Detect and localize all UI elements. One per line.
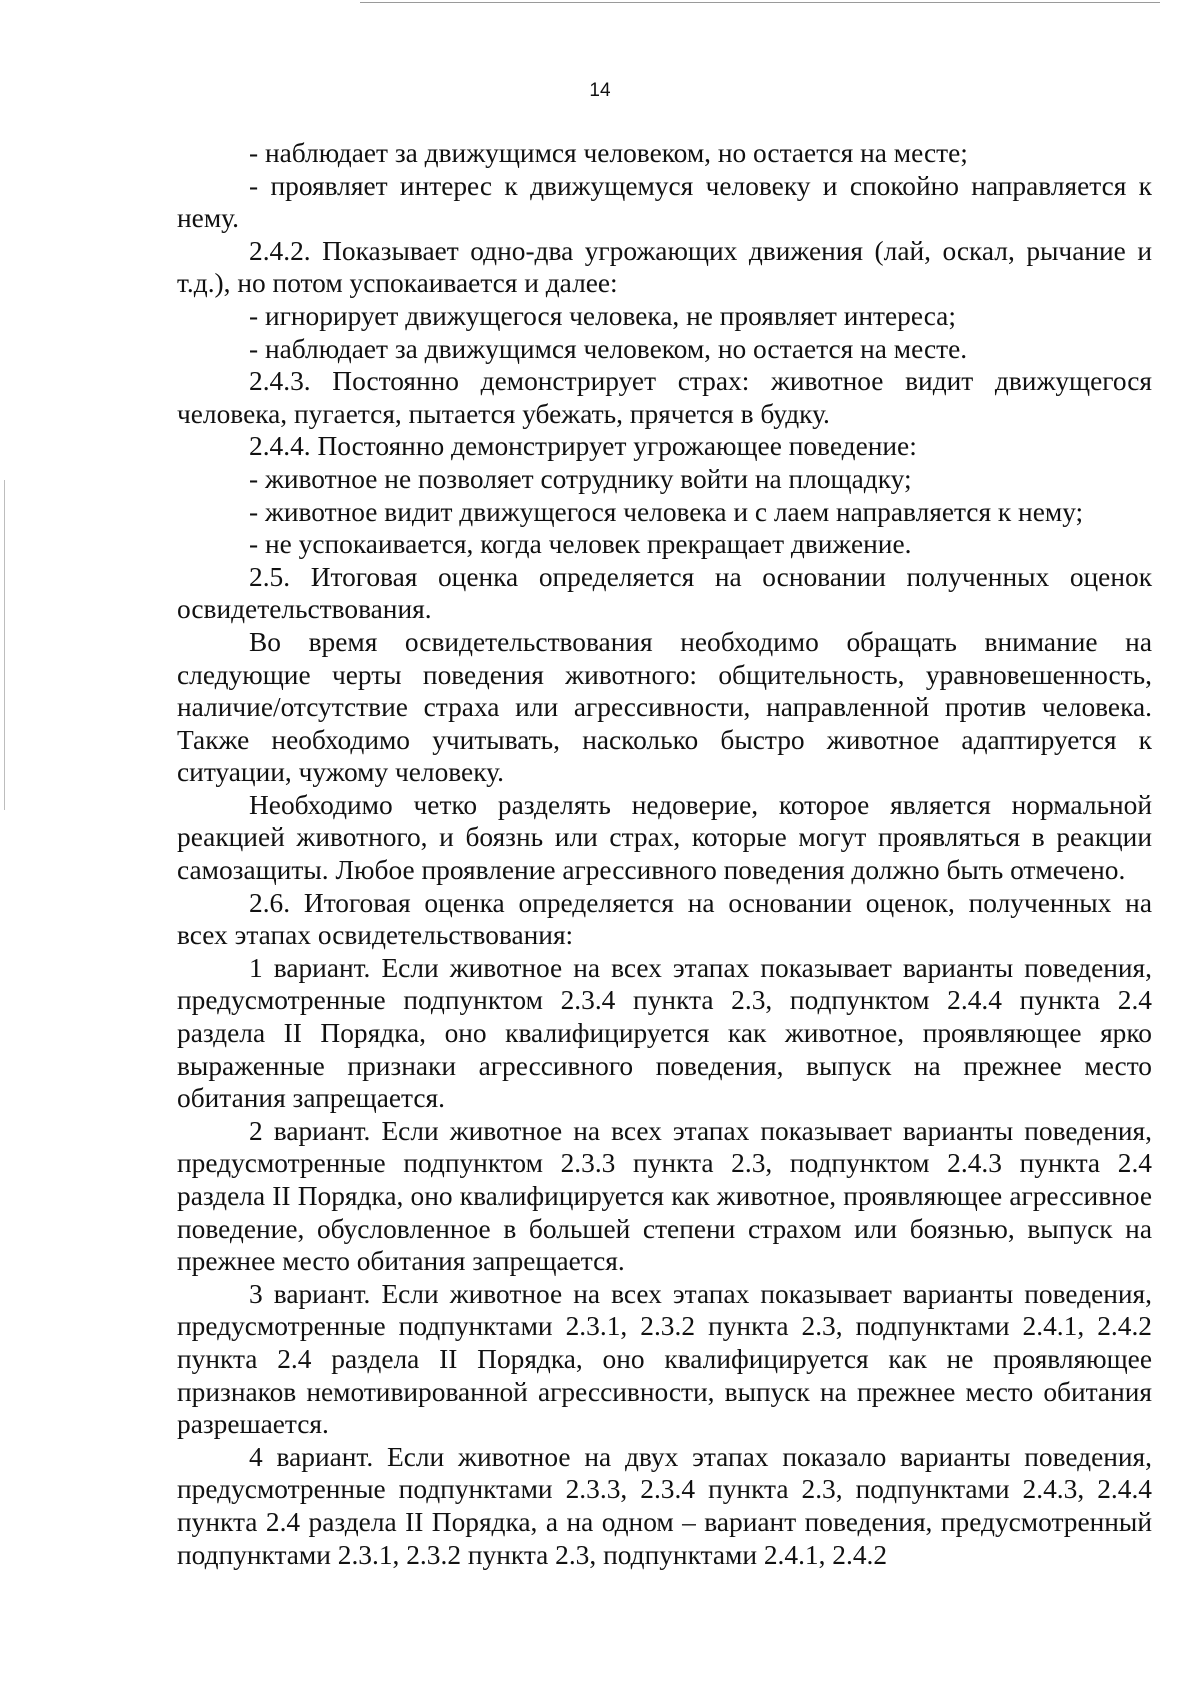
paragraph: - животное не позволяет сотруднику войти на площадку;	[249, 463, 912, 494]
paragraph: 2.4.4. Постоянно демонстрирует угрожающее поведение:	[249, 431, 917, 462]
paragraph: Во время освидетельствования необходимо обращать внимание на следующие черты поведения животного: общительность, уравновешенность, наличие/отсутствие страха или агрессивности, направленной против человека. Также необходимо учитывать, насколько быстро животное адаптируется к ситуации, чужому человеку.	[177, 626, 1152, 788]
paragraph: - животное видит движущегося человека и с лаем направляется к нему;	[249, 496, 1084, 527]
paragraph: - наблюдает за движущимся человеком, но остается на месте.	[249, 333, 968, 364]
document-body	[177, 137, 1152, 1571]
scan-edge-top	[360, 2, 1160, 3]
paragraph: 4 вариант. Если животное на двух этапах показало варианты поведения, предусмотренные подпунктами 2.3.3, 2.3.4 пункта 2.3, подпунктами 2.4.3, 2.4.4 пункта 2.4 раздела II Порядка, а на одном – вариант поведения, предусмотренный подпунктами 2.3.1, 2.3.2 пункта 2.3, подпунктами 2.4.1, 2.4.2	[177, 1441, 1152, 1570]
scan-edge-left	[4, 480, 5, 810]
paragraph: 2.5. Итоговая оценка определяется на основании полученных оценок освидетельствования.	[177, 561, 1152, 625]
paragraph: 1 вариант. Если животное на всех этапах показывает варианты поведения, предусмотренные подпунктом 2.3.4 пункта 2.3, подпунктом 2.4.4 пункта 2.4 раздела II Порядка, оно квалифицируется как животное, проявляющее ярко выраженные признаки агрессивного поведения, выпуск на прежнее место обитания запрещается.	[177, 952, 1152, 1114]
paragraph: 2.6. Итоговая оценка определяется на основании оценок, полученных на всех этапах освидетельствования:	[177, 887, 1152, 951]
paragraph: - проявляет интерес к движущемуся человеку и спокойно направляется к нему.	[177, 170, 1152, 234]
paragraph: 2.4.3. Постоянно демонстрирует страх: животное видит движущегося человека, пугается, пытается убежать, прячется в будку.	[177, 366, 1152, 429]
page-number: 14	[589, 80, 611, 101]
paragraph: - не успокаивается, когда человек прекращает движение.	[249, 529, 912, 560]
paragraph: - игнорирует движущегося человека, не проявляет интереса;	[249, 300, 956, 331]
paragraph: - наблюдает за движущимся человеком, но остается на месте;	[249, 138, 968, 168]
paragraph: 2.4.2. Показывает одно-два угрожающих движения (лай, оскал, рычание и т.д.), но потом успокаивается и далее:	[177, 235, 1152, 299]
paragraph: 2 вариант. Если животное на всех этапах показывает варианты поведения, предусмотренные подпунктом 2.3.3 пункта 2.3, подпунктом 2.4.3 пункта 2.4 раздела II Порядка, оно квалифицируется как животное, проявляющее агрессивное поведение, обусловленное в большей степени страхом или боязнью, выпуск на прежнее место обитания запрещается.	[177, 1115, 1152, 1277]
paragraph: 3 вариант. Если животное на всех этапах показывает варианты поведения, предусмотренные подпунктами 2.3.1, 2.3.2 пункта 2.3, подпунктами 2.4.1, 2.4.2 пункта 2.4 раздела II Порядка, оно квалифицируется как не проявляющее признаков немотивированной агрессивности, выпуск на прежнее место обитания разрешается.	[177, 1278, 1152, 1440]
paragraph: Необходимо четко разделять недоверие, которое является нормальной реакцией животного, и боязнь или страх, которые могут проявляться в реакции самозащиты. Любое проявление агрессивного поведения должно быть отмечено.	[177, 789, 1152, 886]
